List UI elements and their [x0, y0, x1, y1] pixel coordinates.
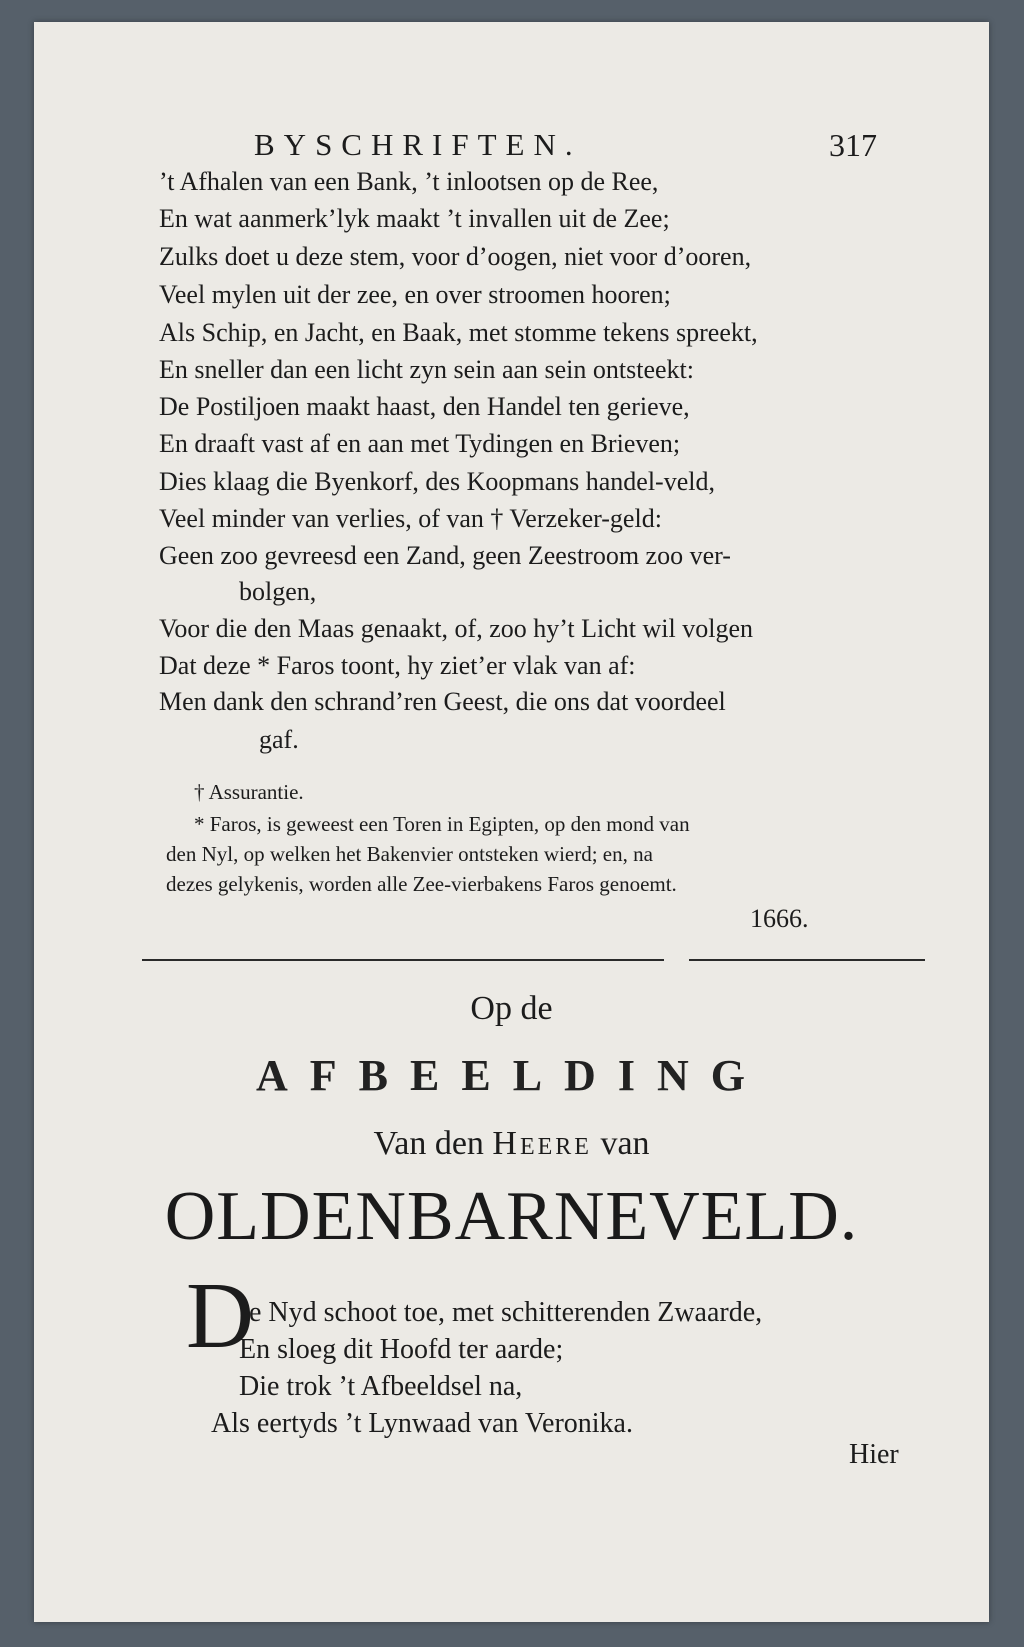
document-page [34, 22, 989, 1622]
catchword: Hier [849, 1439, 899, 1470]
poem-line: De Postiljoen maakt haast, den Handel ten gerieve, [159, 392, 690, 421]
poem-line: gaf. [259, 725, 299, 754]
year: 1666. [750, 904, 809, 933]
asterisk-footnote-line: dezes gelykenis, worden alle Zee-vierbakens Faros genoemt. [166, 872, 677, 896]
poem-line: Zulks doet u deze stem, voor d’oogen, niet voor d’ooren, [159, 242, 752, 271]
poem-line: Voor die den Maas genaakt, of, zoo hy’t Licht wil volgen [159, 614, 754, 643]
poem-line: Men dank den schrand’ren Geest, die ons dat voordeel [159, 687, 726, 716]
dagger-footnote: † Assurantie. [194, 780, 304, 804]
poem2-line: Die trok ’t Afbeeldsel na, [239, 1371, 523, 1402]
asterisk-footnote-line: den Nyl, op welken het Bakenvier ontsteken wierd; en, na [166, 842, 653, 866]
poem2-line: En sloeg dit Hoofd ter aarde; [239, 1334, 564, 1365]
poem-line: En sneller dan een licht zyn sein aan sein ontsteekt: [159, 355, 694, 384]
running-title: BYSCHRIFTEN. [254, 127, 582, 162]
poem-line: En wat aanmerk’lyk maakt ’t invallen uit de Zee; [159, 204, 670, 233]
poem-line: Veel mylen uit der zee, en over stroomen hooren; [159, 280, 671, 309]
heading-van-den-heere-van [34, 1125, 989, 1163]
poem-line: ’t Afhalen van een Bank, ’t inlootsen op de Ree, [159, 167, 659, 196]
divider-rule-left [142, 959, 664, 961]
poem-line: Dies klaag die Byenkorf, des Koopmans handel-veld, [159, 467, 715, 496]
poem-line: bolgen, [239, 577, 317, 606]
divider-rule-right [689, 959, 925, 961]
heading-van: van [600, 1125, 650, 1162]
heading-van-den: Van den [373, 1125, 484, 1162]
page-number: 317 [829, 127, 877, 163]
poem-line: Veel minder van verlies, of van † Verzeker-geld: [159, 504, 662, 533]
heading-op-de: Op de [470, 990, 553, 1027]
poem2-line: Als eertyds ’t Lynwaad van Veronika. [211, 1408, 633, 1439]
poem-line: En draaft vast af en aan met Tydingen en Brieven; [159, 429, 681, 458]
drop-cap: D [186, 1264, 254, 1368]
poem-line: Als Schip, en Jacht, en Baak, met stomme tekens spreekt, [159, 318, 758, 347]
heading-oldenbarneveld: OLDENBARNEVELD. [164, 1178, 859, 1255]
poem-line: Geen zoo gevreesd een Zand, geen Zeestroom zoo ver- [159, 541, 731, 570]
poem-line: Dat deze * Faros toont, hy ziet’er vlak van af: [159, 651, 636, 680]
heading-afbeelding: AFBEELDING [256, 1051, 767, 1100]
poem2-line: e Nyd schoot toe, met schitterenden Zwaarde, [249, 1297, 763, 1328]
asterisk-footnote-line: * Faros, is geweest een Toren in Egipten, op den mond van [194, 812, 690, 836]
heading-heere: Heere [492, 1125, 592, 1162]
